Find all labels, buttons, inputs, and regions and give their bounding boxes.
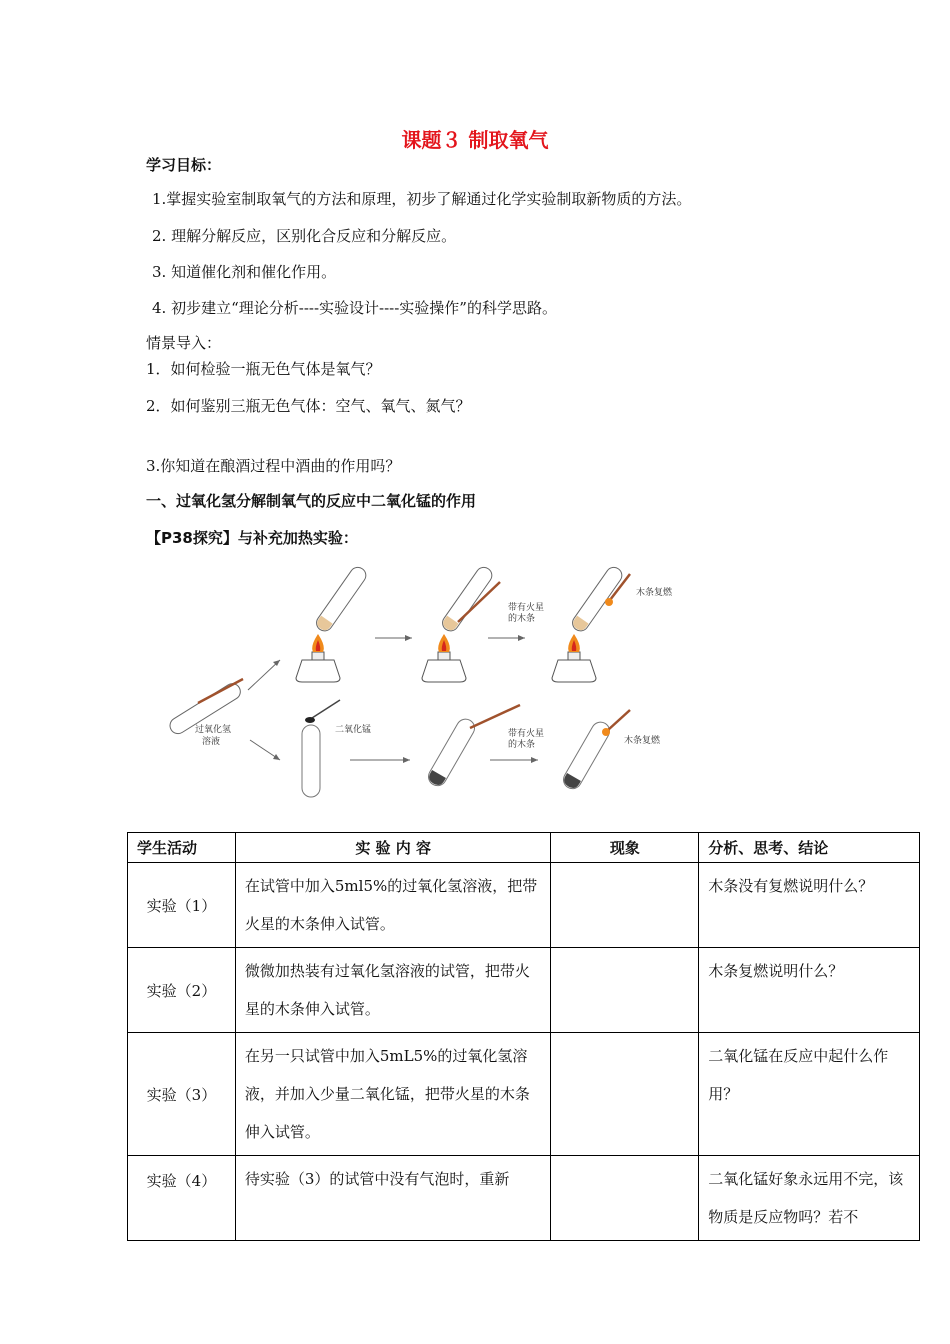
mno2-powder [305,717,315,723]
objective-item: 2. 理解分解反应，区别化合反应和分解反应。 [152,227,457,245]
intro-question: 1．如何检验一瓶无色气体是氧气？ [146,360,381,378]
objectives-heading: 学习目标： [146,156,222,174]
spatula [312,700,340,718]
objective-item: 4. 初步建立“理论分析----实验设计----实验操作”的科学思路。 [152,299,557,317]
table-cell-analysis: 木条复燃说明什么？ [699,948,920,1033]
table-row [128,863,920,948]
page-title: 课题３ 制取氧气 [401,128,549,152]
experiment-diagram [150,560,710,805]
intro-question: 2．如何鉴别三瓶无色气体：空气、氧气、氮气？ [146,397,471,415]
table-cell-phenomenon [551,1033,699,1156]
objective-item: 1.掌握实验室制取氧气的方法和原理，初步了解通过化学实验制取新物质的方法。 [152,190,692,208]
table-row [128,948,920,1033]
table-cell-content: 微微加热装有过氧化氢溶液的试管，把带火星的木条伸入试管。 [235,948,551,1033]
heated-test-tube [313,564,369,634]
alcohol-lamp [552,634,596,682]
table-header: 现象 [551,833,699,863]
objective-item: 3. 知道催化剂和催化作用。 [152,263,337,281]
diagram-label-splint: 的木条 [508,740,536,750]
wood-splint [470,705,520,728]
table-cell-content: 在试管中加入5ml5%的过氧化氢溶液，把带火星的木条伸入试管。 [235,863,551,948]
heated-test-tube [439,564,495,634]
table-cell-phenomenon [551,863,699,948]
section-heading: 一、过氧化氢分解制氧气的反应中二氧化锰的作用 [146,492,477,510]
table-cell-analysis: 二氧化锰在反应中起什么作用？ [699,1033,920,1156]
intro-question: 3.你知道在酿酒过程中酒曲的作用吗？ [146,457,401,475]
table-cell-activity: 实验（1） [128,863,236,948]
diagram-label-relit: 木条复燃 [624,736,661,746]
diagram-label-mno2: 二氧化锰 [335,725,372,735]
table-cell-content: 在另一只试管中加入5mL5%的过氧化氢溶液，并加入少量二氧化锰，把带火星的木条伸入试管。 [235,1033,551,1156]
table-cell-phenomenon [551,948,699,1033]
table-row [128,1156,920,1241]
diagram-label-h2o2: 溶液 [202,737,221,747]
table-header: 实 验 内 容 [235,833,551,863]
flame-icon [602,728,610,736]
table-cell-content: 待实验（3）的试管中没有气泡时，重新 [235,1156,551,1241]
explore-heading: 【P38探究】与补充加热实验： [146,529,358,547]
table-header: 分析、思考、结论 [699,833,920,863]
table-cell-activity: 实验（3） [128,1033,236,1156]
table-header-row [128,833,920,863]
table-cell-activity: 实验（2） [128,948,236,1033]
flame-icon [605,598,613,606]
mno2-test-tube [302,725,320,797]
table-cell-activity: 实验（4） [128,1156,236,1241]
wood-splint [608,710,630,730]
arrow [248,660,280,690]
alcohol-lamp [422,634,466,682]
diagram-label-splint: 带有火星 [508,603,545,613]
diagram-label-h2o2: 过氧化氢 [195,725,232,735]
table-cell-analysis: 二氧化锰好象永远用不完，该物质是反应物吗？若不 [699,1156,920,1241]
diagram-label-splint: 带有火星 [508,729,545,739]
diagram-label-relit: 木条复燃 [636,588,673,598]
intro-heading: 情景导入： [146,334,222,352]
heated-test-tube [569,564,625,634]
table-cell-analysis: 木条没有复燃说明什么？ [699,863,920,948]
experiment-table [127,832,920,1241]
table-header: 学生活动 [128,833,236,863]
table-row [128,1033,920,1156]
table-cell-phenomenon [551,1156,699,1241]
diagram-label-splint: 的木条 [508,614,536,624]
alcohol-lamp [296,634,340,682]
